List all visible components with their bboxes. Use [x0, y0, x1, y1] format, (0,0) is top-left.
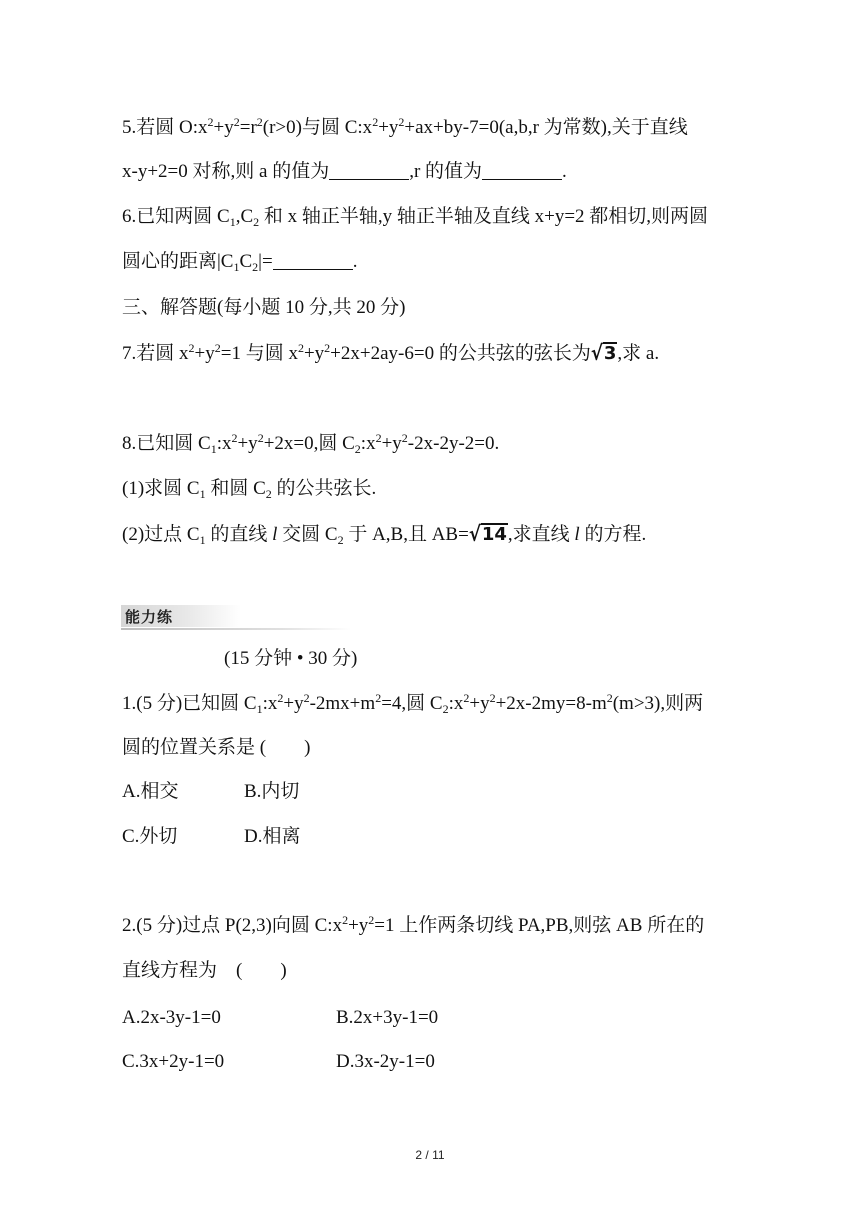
badge-label: 能力练	[125, 608, 174, 626]
badge-underline	[121, 628, 351, 630]
text: ,求 a.	[617, 343, 660, 364]
text: (m>3),则两	[612, 693, 704, 714]
text: :x	[360, 433, 376, 454]
q8-line1	[122, 432, 499, 456]
text: +y	[283, 693, 304, 714]
text: ,C	[235, 206, 254, 227]
p2-line2: 直线方程为 ( )	[122, 960, 287, 981]
p1-option-a[interactable]: A.相交	[122, 781, 179, 802]
text: 的公共弦长.	[271, 478, 377, 499]
text: +2x+2ay-6=0 的公共弦的弦长为	[330, 343, 591, 364]
text: -2mx+m	[309, 693, 376, 714]
text: .	[352, 251, 358, 272]
text: 5.若圆 O:x	[122, 117, 208, 138]
p2-option-a[interactable]: A.2x-3y-1=0	[122, 1007, 221, 1028]
q5-line2	[122, 160, 567, 184]
p1-line2: 圆的位置关系是 ( )	[122, 737, 311, 758]
text: :x	[262, 693, 278, 714]
q8-part1	[122, 477, 376, 501]
text: +y	[469, 693, 490, 714]
text: ,求直线	[507, 524, 575, 545]
text: +y	[237, 433, 258, 454]
text: |=	[258, 251, 273, 272]
sub: 1	[199, 487, 206, 501]
radicand: 14	[481, 524, 507, 545]
text: :x	[216, 433, 232, 454]
sup: 2	[489, 691, 496, 705]
sub: 1	[256, 702, 263, 716]
text: 于 A,B,且 AB=	[343, 524, 469, 545]
p2-option-c[interactable]: C.3x+2y-1=0	[122, 1051, 225, 1072]
answer-blank[interactable]	[482, 161, 562, 180]
p1-option-b[interactable]: B.内切	[244, 781, 300, 802]
text: =r	[239, 117, 257, 138]
time-note: (15 分钟 • 30 分)	[224, 648, 358, 669]
sup: 2	[324, 341, 331, 355]
text: :x	[448, 693, 464, 714]
radicand: 3	[603, 343, 617, 364]
sub: 1	[233, 260, 240, 274]
text: 和 x 轴正半轴,y 轴正半轴及直线 x+y=2 都相切,则两圆	[259, 206, 709, 227]
text: (1)求圆 C	[122, 478, 200, 499]
text: 的方程.	[579, 524, 647, 545]
p1-line1	[122, 692, 703, 716]
sub: 2	[337, 533, 344, 547]
q5-line1	[122, 116, 688, 140]
page-number: 2 / 11	[415, 1148, 445, 1162]
text: +y	[381, 433, 402, 454]
sup: 2	[214, 341, 221, 355]
sqrt-expression	[469, 523, 508, 547]
answer-blank[interactable]	[329, 161, 409, 180]
text: .	[562, 161, 567, 182]
text: =1 上作两条切线 PA,PB,则弦 AB 所在的	[374, 915, 705, 936]
text: (2)过点 C	[122, 524, 200, 545]
sup: 2	[398, 115, 405, 129]
sup: 2	[233, 115, 240, 129]
text: +y	[348, 915, 369, 936]
sup: 2	[277, 691, 284, 705]
sup: 2	[297, 341, 304, 355]
q7-line	[122, 342, 659, 366]
radical-sign: √	[590, 341, 603, 366]
sub: 2	[354, 442, 361, 456]
sup: 2	[207, 115, 214, 129]
sub: 2	[252, 260, 259, 274]
sup: 2	[256, 115, 263, 129]
sup: 2	[401, 431, 408, 445]
p2-option-b[interactable]: B.2x+3y-1=0	[336, 1007, 439, 1028]
q6-line2	[122, 250, 357, 274]
text: +y	[213, 117, 234, 138]
sqrt-expression	[591, 342, 618, 366]
sup: 2	[342, 913, 349, 927]
sub: 1	[210, 442, 217, 456]
q8-part2	[122, 523, 646, 547]
text: 8.已知圆 C	[122, 433, 211, 454]
p2-line1	[122, 914, 704, 938]
text: 1.(5 分)已知圆 C	[122, 693, 257, 714]
sub: 2	[265, 487, 272, 501]
sup: 2	[372, 115, 379, 129]
sub: 1	[229, 215, 236, 229]
text: +y	[194, 343, 215, 364]
p1-option-d[interactable]: D.相离	[244, 826, 301, 847]
line-symbol: l	[272, 524, 278, 545]
sup: 2	[463, 691, 470, 705]
sub: 2	[253, 215, 260, 229]
text: =4,圆 C	[381, 693, 443, 714]
text: +ax+by-7=0(a,b,r 为常数),关于直线	[404, 117, 688, 138]
sup: 2	[303, 691, 310, 705]
text: 2.(5 分)过点 P(2,3)向圆 C:x	[122, 915, 343, 936]
text: -2x-2y-2=0.	[407, 433, 500, 454]
sup: 2	[606, 691, 613, 705]
p1-option-c[interactable]: C.外切	[122, 826, 178, 847]
text: ,r 的值为	[409, 161, 483, 182]
sup: 2	[375, 691, 382, 705]
sup: 2	[368, 913, 375, 927]
text: =1 与圆 x	[220, 343, 298, 364]
sup: 2	[375, 431, 382, 445]
text: 交圆 C	[277, 524, 338, 545]
text: (r>0)与圆 C:x	[262, 117, 373, 138]
sup: 2	[231, 431, 238, 445]
text: 和圆 C	[205, 478, 266, 499]
answer-blank[interactable]	[273, 251, 353, 270]
q6-line1	[122, 205, 708, 229]
text: x-y+2=0 对称,则 a 的值为	[122, 161, 330, 182]
section-heading: 三、解答题(每小题 10 分,共 20 分)	[122, 297, 406, 318]
section-badge	[121, 605, 241, 627]
radical-sign: √	[468, 522, 481, 547]
text: 6.已知两圆 C	[122, 206, 230, 227]
text: +2x-2my=8-m	[495, 693, 607, 714]
text: 圆心的距离|C	[122, 251, 234, 272]
text: +y	[378, 117, 399, 138]
sup: 2	[188, 341, 195, 355]
sub: 2	[442, 702, 449, 716]
text: C	[239, 251, 253, 272]
sub: 1	[199, 533, 206, 547]
text: 7.若圆 x	[122, 343, 189, 364]
text: +2x=0,圆 C	[263, 433, 355, 454]
line-symbol: l	[574, 524, 580, 545]
p2-option-d[interactable]: D.3x-2y-1=0	[336, 1051, 435, 1072]
sup: 2	[257, 431, 264, 445]
text: 的直线	[205, 524, 273, 545]
text: +y	[303, 343, 325, 364]
